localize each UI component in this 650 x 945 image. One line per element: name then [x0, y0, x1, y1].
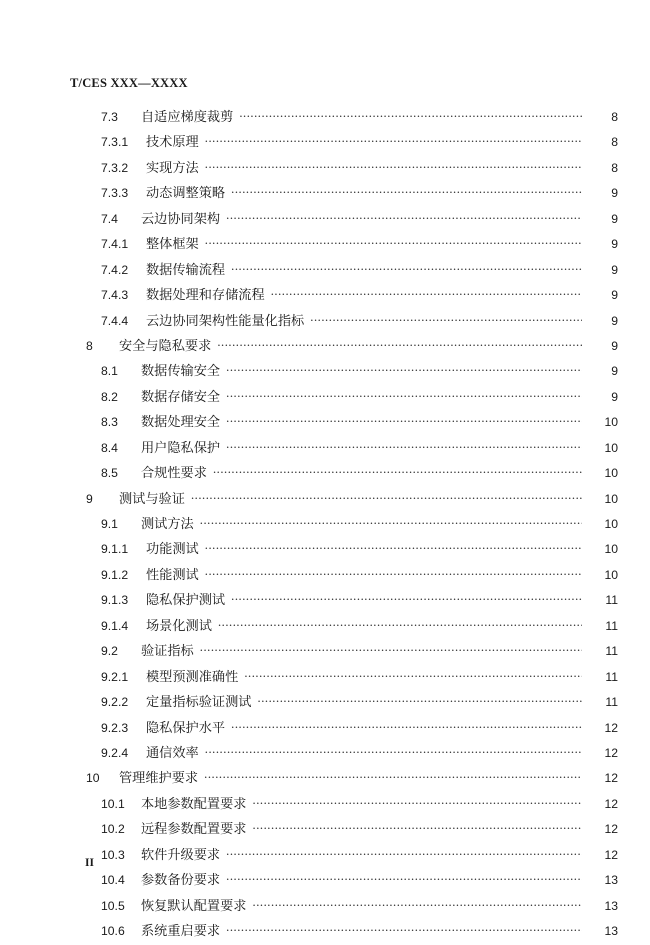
toc-entry-title: 恢复默认配置要求 [141, 897, 247, 913]
toc-entry-number: 7.3.1 [101, 135, 129, 150]
toc-entry-page-number: 9 [611, 288, 618, 303]
toc-entry-number: 8.4 [101, 440, 118, 455]
toc-entry-page-number: 10 [604, 491, 618, 506]
toc-dot-leader [231, 261, 582, 274]
toc-entry-number: 9.2 [101, 644, 118, 659]
toc-entry[interactable] [0, 488, 650, 513]
toc-entry-number: 7.4 [101, 211, 118, 226]
toc-entry-title: 云边协同架构 [141, 210, 221, 226]
toc-entry[interactable] [0, 335, 650, 360]
toc-dot-leader [226, 846, 582, 859]
toc-entry-number: 9.1.4 [101, 618, 129, 633]
toc-entry-page-number: 10 [604, 440, 618, 455]
toc-entry-title: 本地参数配置要求 [141, 795, 247, 811]
toc-entry-number: 9.1.2 [101, 567, 129, 582]
toc-entry-title: 通信效率 [146, 744, 199, 760]
toc-entry-page-number: 12 [604, 822, 618, 837]
toc-dot-leader [253, 795, 583, 808]
running-header: T/CES XXX—XXXX [70, 76, 188, 90]
toc-entry-title: 用户隐私保护 [141, 439, 221, 455]
toc-dot-leader [226, 363, 582, 376]
toc-dot-leader [226, 210, 582, 223]
toc-dot-leader [231, 719, 582, 732]
toc-dot-leader [239, 108, 582, 121]
toc-entry-page-number: 12 [604, 745, 618, 760]
toc-entry[interactable] [0, 437, 650, 462]
toc-dot-leader [204, 770, 582, 783]
toc-entry-title: 模型预测准确性 [146, 668, 239, 684]
toc-entry-number: 7.4.1 [101, 237, 129, 252]
toc-entry-number: 10.1 [101, 796, 125, 811]
toc-dot-leader [244, 668, 582, 681]
toc-entry[interactable] [0, 793, 650, 818]
toc-dot-leader [226, 922, 582, 935]
toc-entry[interactable] [0, 742, 650, 767]
toc-entry-page-number: 8 [611, 160, 618, 175]
toc-dot-leader [205, 566, 582, 579]
toc-entry[interactable] [0, 869, 650, 894]
toc-entry-title: 动态调整策略 [146, 185, 226, 201]
toc-entry-page-number: 9 [611, 338, 618, 353]
toc-entry-title: 软件升级要求 [141, 846, 221, 862]
table-of-contents [0, 106, 650, 945]
toc-entry-title: 隐私保护水平 [146, 719, 226, 735]
toc-dot-leader [213, 465, 582, 478]
toc-entry-title: 性能测试 [146, 566, 199, 582]
toc-entry-title: 数据处理和存储流程 [146, 287, 265, 303]
toc-entry-page-number: 13 [604, 873, 618, 888]
toc-entry[interactable] [0, 920, 650, 945]
toc-entry-page-number: 9 [611, 364, 618, 379]
toc-dot-leader [253, 821, 583, 834]
toc-dot-leader [205, 134, 582, 147]
toc-entry[interactable] [0, 691, 650, 716]
toc-entry[interactable] [0, 360, 650, 385]
toc-entry-title: 参数备份要求 [141, 872, 221, 888]
toc-entry-title: 验证指标 [141, 643, 194, 659]
toc-entry-title: 数据处理安全 [141, 414, 221, 430]
toc-entry-number: 10 [86, 771, 100, 786]
toc-entry-title: 场景化测试 [146, 617, 212, 633]
toc-entry-number: 9.2.4 [101, 745, 129, 760]
toc-entry-title: 技术原理 [146, 134, 199, 150]
toc-dot-leader [231, 185, 582, 198]
toc-entry-page-number: 9 [611, 389, 618, 404]
toc-entry[interactable] [0, 895, 650, 920]
page-number-footer: II [85, 857, 94, 869]
toc-entry[interactable] [0, 284, 650, 309]
toc-entry-page-number: 12 [604, 847, 618, 862]
toc-entry-page-number: 9 [611, 262, 618, 277]
toc-entry-page-number: 10 [604, 517, 618, 531]
toc-entry[interactable] [0, 589, 650, 614]
toc-entry-page-number: 10 [604, 466, 618, 481]
toc-entry[interactable] [0, 767, 650, 792]
toc-dot-leader [205, 236, 582, 249]
toc-entry[interactable] [0, 513, 650, 538]
toc-entry-page-number: 13 [604, 898, 618, 913]
toc-entry[interactable] [0, 640, 650, 665]
toc-entry-title: 数据传输安全 [141, 363, 221, 379]
toc-entry[interactable] [0, 564, 650, 589]
toc-entry[interactable] [0, 538, 650, 563]
toc-entry-number: 9.1 [101, 517, 118, 531]
toc-entry-number: 9.2.2 [101, 695, 129, 710]
toc-entry[interactable] [0, 818, 650, 843]
toc-entry-title: 合规性要求 [141, 465, 207, 481]
toc-entry-page-number: 8 [611, 110, 618, 124]
toc-entry-page-number: 11 [605, 593, 618, 608]
toc-entry-title: 实现方法 [146, 159, 199, 175]
toc-entry-page-number: 10 [604, 415, 618, 430]
toc-dot-leader [258, 693, 583, 706]
toc-entry[interactable] [0, 208, 650, 233]
toc-dot-leader [226, 872, 582, 885]
toc-entry-page-number: 12 [604, 796, 618, 811]
toc-dot-leader [226, 388, 582, 401]
toc-entry-number: 8.1 [101, 364, 118, 379]
toc-entry-number: 7.4.4 [101, 313, 129, 328]
toc-entry-title: 数据存储安全 [141, 388, 221, 404]
toc-entry-number: 7.3.3 [101, 186, 129, 201]
toc-entry-number: 10.3 [101, 847, 125, 862]
toc-dot-leader [191, 490, 582, 503]
toc-entry-page-number: 11 [605, 644, 618, 659]
toc-entry[interactable] [0, 182, 650, 207]
toc-dot-leader [226, 414, 582, 427]
toc-entry-number: 10.4 [101, 873, 125, 888]
toc-entry-page-number: 11 [605, 669, 618, 684]
toc-entry-number: 9 [86, 491, 93, 506]
toc-entry[interactable] [0, 615, 650, 640]
toc-entry-number: 8 [86, 338, 93, 353]
toc-entry-number: 10.2 [101, 822, 125, 837]
toc-entry-number: 7.3.2 [101, 160, 129, 175]
toc-entry-title: 云边协同架构性能量化指标 [146, 312, 305, 328]
toc-entry-page-number: 11 [605, 695, 618, 710]
toc-entry[interactable] [0, 717, 650, 742]
toc-dot-leader [253, 897, 583, 910]
toc-dot-leader [218, 617, 582, 630]
toc-entry[interactable] [0, 411, 650, 436]
toc-entry-number: 9.1.3 [101, 593, 129, 608]
toc-entry-title: 测试与验证 [119, 490, 185, 506]
toc-entry-page-number: 9 [611, 313, 618, 328]
toc-entry[interactable] [0, 310, 650, 335]
toc-entry-title: 整体框架 [146, 236, 199, 252]
toc-entry-number: 7.3 [101, 110, 118, 124]
toc-entry-page-number: 9 [611, 237, 618, 252]
toc-entry-title: 数据传输流程 [146, 261, 226, 277]
toc-dot-leader [200, 515, 582, 528]
toc-entry-number: 9.1.1 [101, 542, 129, 557]
toc-dot-leader [310, 312, 582, 325]
toc-entry-number: 8.2 [101, 389, 118, 404]
toc-entry-number: 7.4.3 [101, 288, 129, 303]
toc-entry-number: 9.2.1 [101, 669, 129, 684]
toc-entry-title: 系统重启要求 [141, 923, 221, 938]
toc-entry-number: 8.5 [101, 466, 118, 481]
toc-entry[interactable] [0, 386, 650, 411]
toc-entry-number: 8.3 [101, 415, 118, 430]
toc-entry-page-number: 9 [611, 211, 618, 226]
toc-entry[interactable] [0, 666, 650, 691]
toc-entry-number: 7.4.2 [101, 262, 129, 277]
toc-entry-page-number: 13 [604, 924, 618, 938]
toc-dot-leader [271, 286, 582, 299]
toc-dot-leader [205, 744, 582, 757]
toc-dot-leader [200, 643, 582, 656]
toc-entry-title: 管理维护要求 [119, 770, 199, 786]
toc-dot-leader [226, 439, 582, 452]
toc-entry-title: 功能测试 [146, 541, 199, 557]
toc-entry-page-number: 10 [604, 542, 618, 557]
toc-dot-leader [231, 592, 582, 605]
toc-entry[interactable] [0, 106, 650, 131]
toc-entry-page-number: 8 [611, 135, 618, 150]
toc-dot-leader [205, 159, 582, 172]
toc-entry[interactable] [0, 233, 650, 258]
toc-entry-number: 10.5 [101, 898, 125, 913]
toc-entry-title: 测试方法 [141, 516, 194, 531]
toc-entry-page-number: 12 [604, 771, 618, 786]
toc-entry[interactable] [0, 259, 650, 284]
toc-entry[interactable] [0, 462, 650, 487]
toc-entry[interactable] [0, 157, 650, 182]
toc-entry-title: 安全与隐私要求 [119, 337, 212, 353]
toc-entry-number: 9.2.3 [101, 720, 129, 735]
toc-entry[interactable] [0, 844, 650, 869]
toc-entry[interactable] [0, 131, 650, 156]
toc-entry-title: 隐私保护测试 [146, 592, 226, 608]
toc-entry-title: 远程参数配置要求 [141, 821, 247, 837]
toc-entry-page-number: 9 [611, 186, 618, 201]
toc-entry-page-number: 11 [605, 618, 618, 633]
toc-dot-leader [217, 337, 582, 350]
toc-entry-page-number: 12 [604, 720, 618, 735]
toc-entry-number: 10.6 [101, 924, 125, 938]
toc-entry-page-number: 10 [604, 567, 618, 582]
toc-entry-title: 自适应梯度裁剪 [141, 109, 234, 124]
toc-dot-leader [205, 541, 582, 554]
toc-entry-title: 定量指标验证测试 [146, 694, 252, 710]
